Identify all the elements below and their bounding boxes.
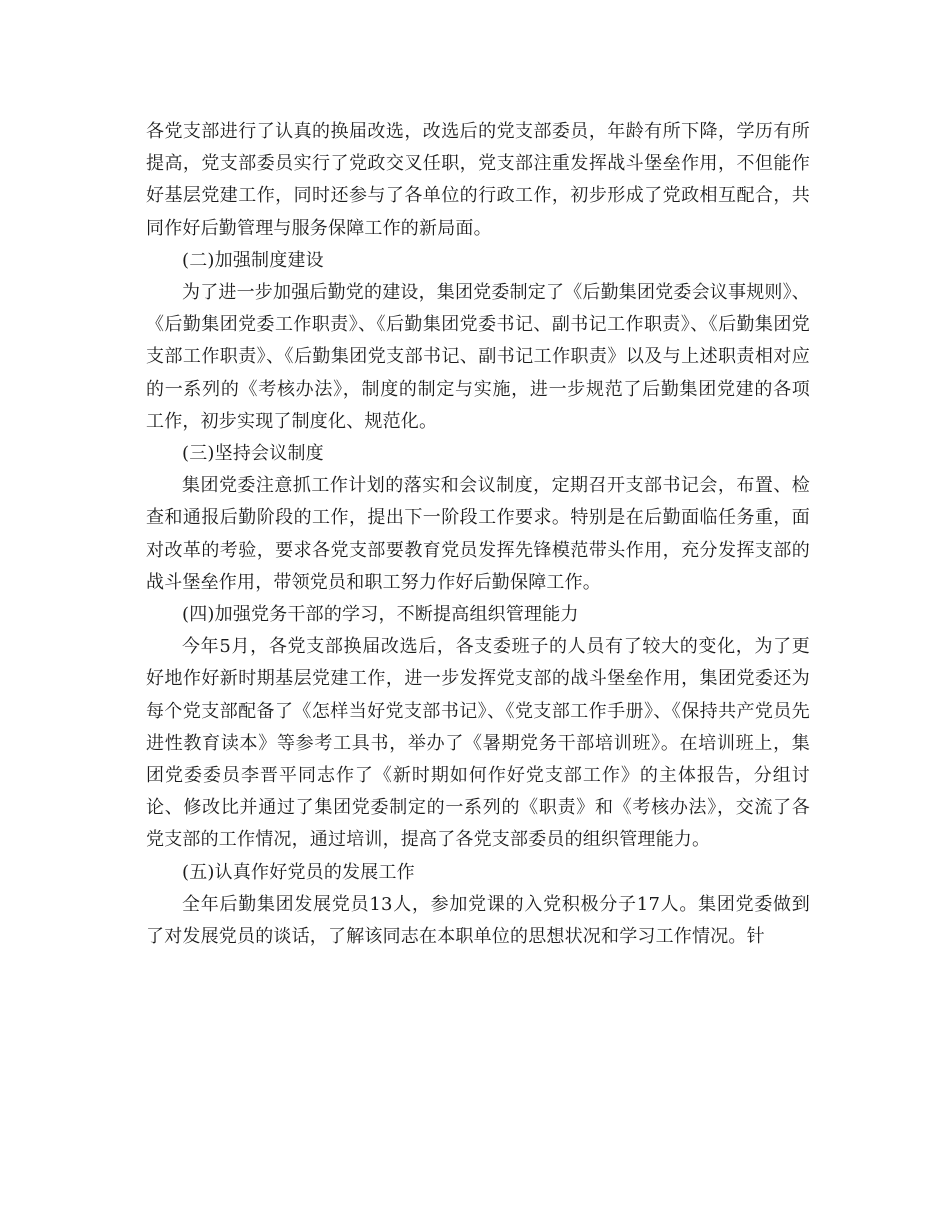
- section-heading-3: (三)坚持会议制度: [182, 443, 324, 465]
- section-heading-5: (五)认真作好党员的发展工作: [182, 861, 415, 883]
- document-page: [146, 116, 810, 953]
- paragraph-member-development: 全年后勤集团发展党员13人，参加党课的入党积极分子17人。集团党委做到了对发展党员的谈话，了解该同志在本职单位的思想状况和学习工作情况。针: [146, 893, 810, 948]
- paragraph-meeting-system: 集团党委注意抓工作计划的落实和会议制度，定期召开支部书记会，布置、检查和通报后勤阶段的工作，提出下一阶段工作要求。特别是在后勤面临任务重，面对改革的考验，要求各党支部要教育党员发挥先锋模范带头作用，充分发挥支部的战斗堡垒作用，带领党员和职工努力作好后勤保障工作。: [146, 475, 810, 593]
- section-heading-2: (二)加强制度建设: [182, 249, 324, 271]
- section-heading-4: (四)加强党务干部的学习，不断提高组织管理能力: [182, 604, 579, 626]
- paragraph-system-building: 为了进一步加强后勤党的建设，集团党委制定了《后勤集团党委会议事规则》、《后勤集团党委工作职责》、《后勤集团党委书记、副书记工作职责》、《后勤集团党支部工作职责》、《后勤集团党支部书记、副书记工作职责》以及与上述职责相对应的一系列的《考核办法》，制度的制定与实施，进一步规范了后勤集团党建的各项工作，初步实现了制度化、规范化。: [146, 282, 810, 432]
- paragraph-continuation: 各党支部进行了认真的换届改选，改选后的党支部委员，年龄有所下降，学历有所提高，党支部委员实行了党政交叉任职，党支部注重发挥战斗堡垒作用，不但能作好基层党建工作，同时还参与了各单位的行政工作，初步形成了党政相互配合，共同作好后勤管理与服务保障工作的新局面。: [146, 121, 810, 239]
- paragraph-cadre-study: 今年5月，各党支部换届改选后，各支委班子的人员有了较大的变化，为了更好地作好新时期基层党建工作，进一步发挥党支部的战斗堡垒作用，集团党委还为每个党支部配备了《怎样当好党支部书记》、《党支部工作手册》、《保持共产党员先进性教育读本》等参考工具书，举办了《暑期党务干部培训班》。在培训班上，集团党委委员李晋平同志作了《新时期如何作好党支部工作》的主体报告，分组讨论、修改比并通过了集团党委制定的一系列的《职责》和《考核办法》，交流了各党支部的工作情况，通过培训，提高了各党支部委员的组织管理能力。: [146, 636, 810, 851]
